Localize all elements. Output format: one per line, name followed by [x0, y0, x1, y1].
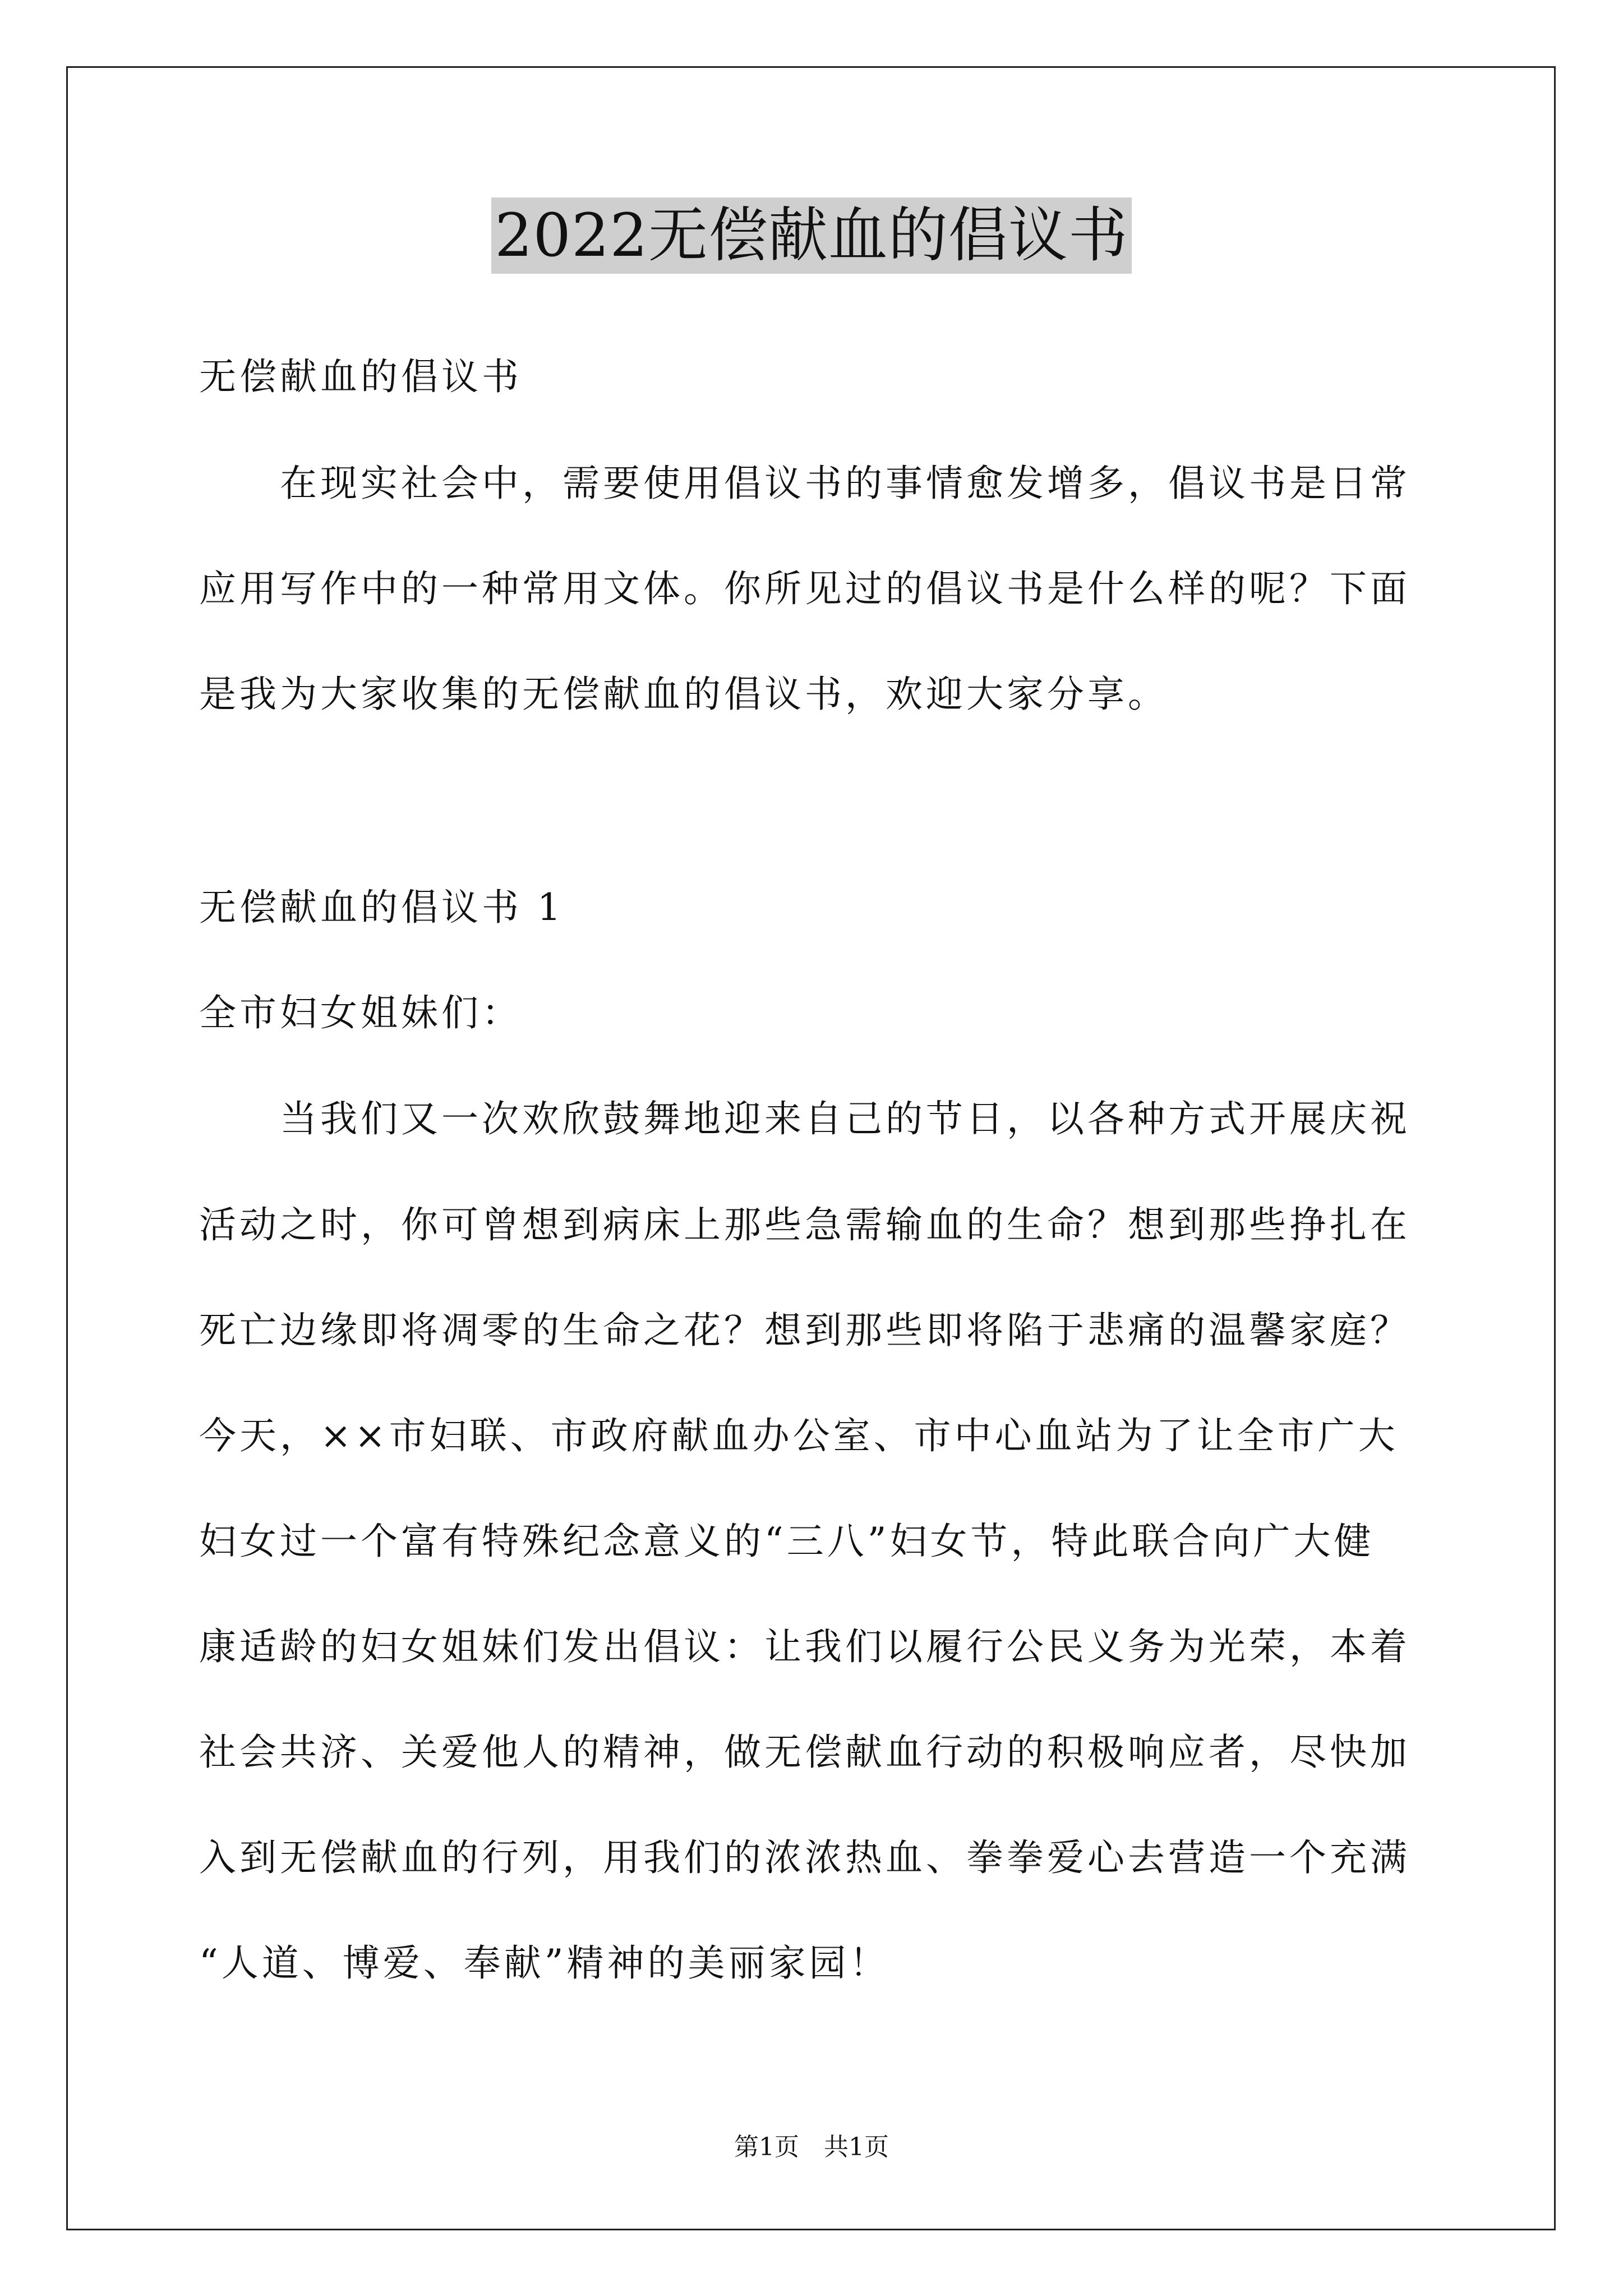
body-line: 活动之时，你可曾想到病床上那些急需输血的生命？想到那些挣扎在	[199, 1203, 1410, 1246]
page-footer: 第1页 共1页	[734, 2133, 889, 2161]
intro-line: 是我为大家收集的无偿献血的倡议书，欢迎大家分享。	[199, 673, 1168, 716]
body-line: 死亡边缘即将凋零的生命之花？想到那些即将陷于悲痛的温馨家庭？	[199, 1309, 1410, 1352]
body-line: 妇女过一个富有特殊纪念意义的“三八”妇女节，特此联合向广大健	[199, 1520, 1375, 1563]
document-title: 2022无偿献血的倡议书	[491, 197, 1132, 274]
salutation: 全市妇女姐妹们：	[199, 991, 522, 1034]
title-container	[0, 197, 1623, 274]
intro-line: 在现实社会中，需要使用倡议书的事情愈发增多，倡议书是日常	[199, 462, 1410, 505]
document-subtitle: 无偿献血的倡议书	[199, 355, 522, 398]
body-line: 入到无偿献血的行列，用我们的浓浓热血、拳拳爱心去营造一个充满	[199, 1836, 1410, 1879]
section-heading: 无偿献血的倡议书 1	[199, 886, 564, 929]
body-line: 今天，××市妇联、市政府献血办公室、市中心血站为了让全市广大	[199, 1414, 1399, 1457]
body-line: 康适龄的妇女姐妹们发出倡议：让我们以履行公民义务为光荣，本着	[199, 1625, 1410, 1668]
body-line: 当我们又一次欢欣鼓舞地迎来自己的节日，以各种方式开展庆祝	[199, 1097, 1410, 1140]
intro-line: 应用写作中的一种常用文体。你所见过的倡议书是什么样的呢？下面	[199, 567, 1410, 610]
body-line: 社会共济、关爱他人的精神，做无偿献血行动的积极响应者，尽快加	[199, 1731, 1410, 1774]
body-line: “人道、博爱、奉献”精神的美丽家园！	[199, 1941, 890, 1985]
